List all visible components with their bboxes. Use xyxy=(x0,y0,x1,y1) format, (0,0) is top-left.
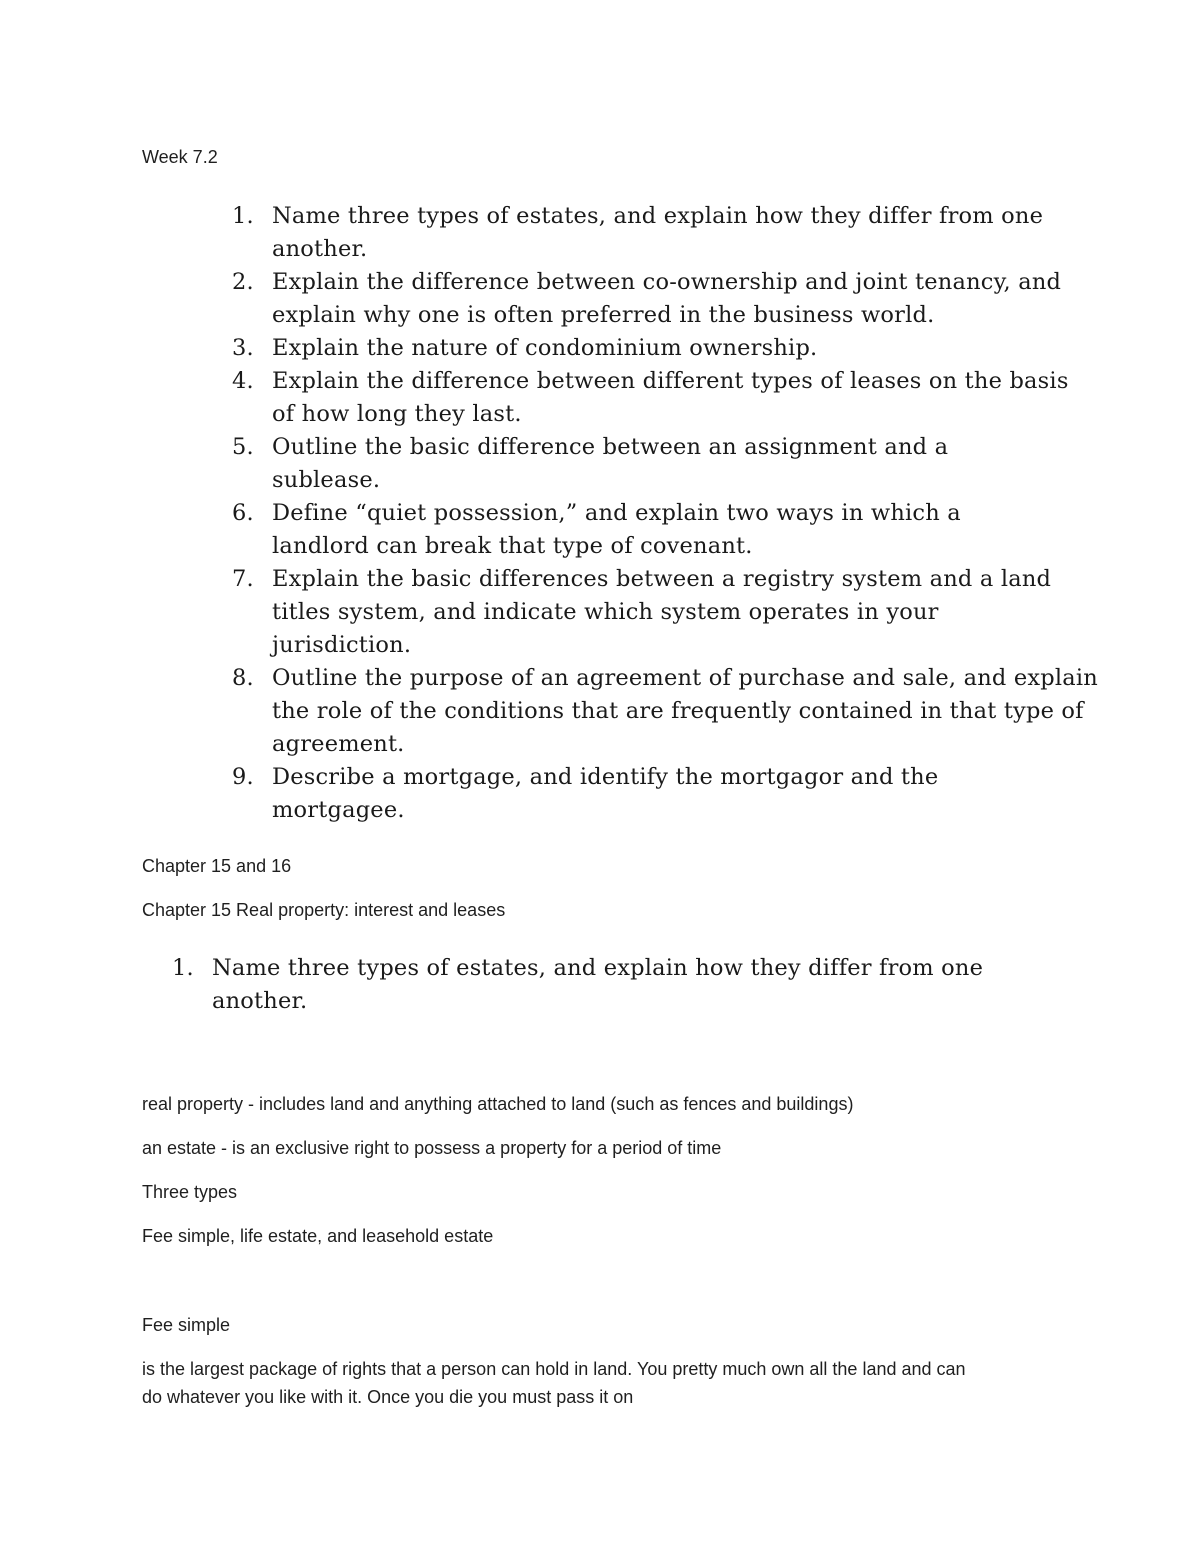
chapters-line: Chapter 15 and 16 xyxy=(142,856,292,876)
list-text: Name three types of estates, and explain how they differ from one another. xyxy=(272,203,1044,262)
list-item xyxy=(232,365,1072,431)
list-item xyxy=(172,952,1052,1018)
list-number: 8. xyxy=(232,665,254,691)
list-text: Name three types of estates, and explain how they differ from one another. xyxy=(212,955,984,1014)
list-text: Explain the basic differences between a registry system and a land titles system, and indicate which system operates in your jurisdiction. xyxy=(272,566,1052,658)
list-item xyxy=(232,266,1072,332)
list-text: Outline the purpose of an agreement of purchase and sale, and explain the role of the conditions that are frequently contained in that type of agreement. xyxy=(272,665,1098,757)
list-number: 7. xyxy=(232,566,254,592)
list-item xyxy=(232,431,1012,497)
list-item xyxy=(232,497,1032,563)
list-number: 6. xyxy=(232,500,254,526)
list-item xyxy=(232,761,1032,827)
note-three-types-list: Fee simple, life estate, and leasehold estate xyxy=(142,1226,494,1246)
week-heading: Week 7.2 xyxy=(142,147,218,167)
list-item xyxy=(232,332,1072,365)
list-item xyxy=(232,662,1112,761)
list-number: 3. xyxy=(232,335,254,361)
list-text: Explain the difference between co-ownership and joint tenancy, and explain why one is often preferred in the business world. xyxy=(272,269,1062,328)
list-number: 5. xyxy=(232,434,254,460)
chapter-question-list xyxy=(172,952,1052,1018)
note-estate: an estate - is an exclusive right to possess a property for a period of time xyxy=(142,1138,722,1158)
list-text: Explain the nature of condominium ownership. xyxy=(272,335,818,361)
list-item xyxy=(232,563,1072,662)
list-text: Outline the basic difference between an assignment and a sublease. xyxy=(272,434,949,493)
note-three-types-heading: Three types xyxy=(142,1182,238,1202)
list-number: 2. xyxy=(232,269,254,295)
list-text: Define “quiet possession,” and explain two ways in which a landlord can break that type of covenant. xyxy=(272,500,961,559)
list-text: Describe a mortgage, and identify the mortgagor and the mortgagee. xyxy=(272,764,939,823)
note-fee-simple-line2: do whatever you like with it. Once you die you must pass it on xyxy=(142,1387,634,1407)
note-fee-simple-heading: Fee simple xyxy=(142,1315,231,1335)
list-number: 4. xyxy=(232,368,254,394)
list-number: 1. xyxy=(172,955,194,981)
main-question-list xyxy=(232,200,1098,827)
note-fee-simple-line1: is the largest package of rights that a person can hold in land. You pretty much own all the land and can xyxy=(142,1359,966,1379)
list-number: 9. xyxy=(232,764,254,790)
chapter-title: Chapter 15 Real property: interest and leases xyxy=(142,900,506,920)
note-real-property: real property - includes land and anything attached to land (such as fences and buildings) xyxy=(142,1094,854,1114)
list-text: Explain the difference between different types of leases on the basis of how long they last. xyxy=(272,368,1069,427)
list-item xyxy=(232,200,1072,266)
list-number: 1. xyxy=(232,203,254,229)
